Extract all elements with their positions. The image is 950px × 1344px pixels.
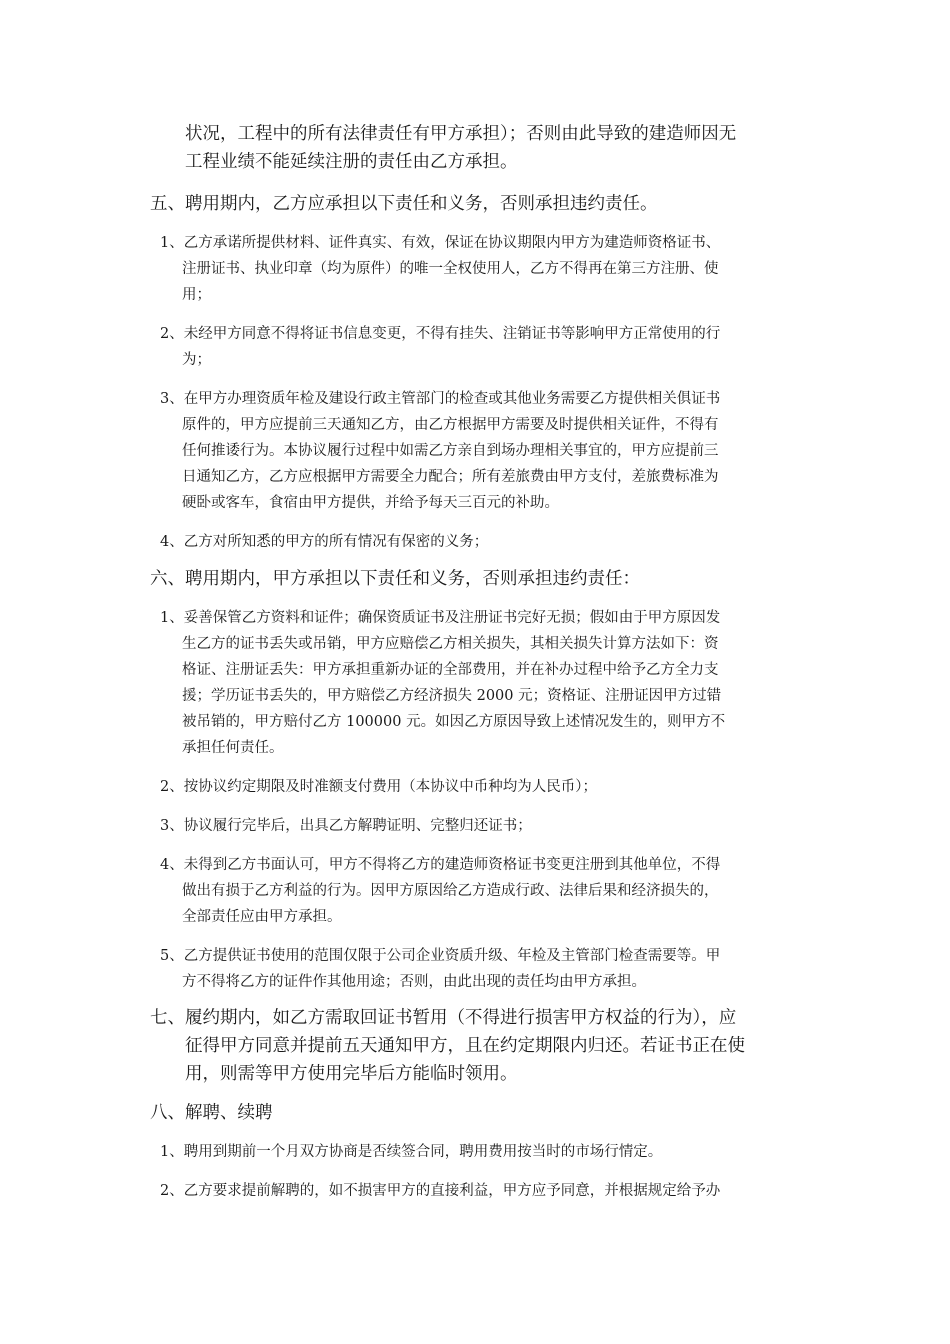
section-5-heading: 五、聘用期内，乙方应承担以下责任和义务，否则承担违约责任。 (150, 194, 658, 214)
text-line: 5、乙方提供证书使用的范围仅限于公司企业资质升级、年检及主管部门检查需要等。甲 (160, 948, 721, 964)
text-line: 用，则需等甲方使用完毕后方能临时领用。 (185, 1064, 518, 1084)
section-8-heading: 八、解聘、续聘 (150, 1103, 273, 1123)
text-line: 任何推诿行为。本协议履行过程中如需乙方亲自到场办理相关事宜的，甲方应提前三 (182, 443, 719, 459)
text-line: 1、聘用到期前一个月双方协商是否续签合同，聘用费用按当时的市场行情定。 (160, 1144, 663, 1160)
text-line: 注册证书、执业印章（均为原件）的唯一全权使用人，乙方不得再在第三方注册、使 (182, 261, 719, 277)
text-line: 3、协议履行完毕后，出具乙方解聘证明、完整归还证书； (160, 818, 532, 834)
text-line: 状况，工程中的所有法律责任有甲方承担）；否则由此导致的建造师因无 (185, 124, 737, 144)
text-line: 方不得将乙方的证件作其他用途；否则，由此出现的责任均由甲方承担。 (182, 974, 646, 990)
text-line: 2、未经甲方同意不得将证书信息变更，不得有挂失、注销证书等影响甲方正常使用的行 (160, 326, 721, 342)
text-line: 工程业绩不能延续注册的责任由乙方承担。 (185, 152, 518, 172)
text-line: 承担任何责任。 (182, 740, 284, 756)
text-line: 硬卧或客车，食宿由甲方提供，并给予每天三百元的补助。 (182, 495, 559, 511)
text-line: 被吊销的，甲方赔付乙方 100000 元。如因乙方原因导致上述情况发生的，则甲方不 (182, 714, 726, 730)
text-line: 4、未得到乙方书面认可，甲方不得将乙方的建造师资格证书变更注册到其他单位，不得 (160, 857, 721, 873)
text-line: 格证、注册证丢失：甲方承担重新办证的全部费用，并在补办过程中给予乙方全力支 (182, 662, 719, 678)
text-line: 原件的，甲方应提前三天通知乙方，由乙方根据甲方需要及时提供相关证件，不得有 (182, 417, 719, 433)
text-line: 做出有损于乙方利益的行为。因甲方原因给乙方造成行政、法律后果和经济损失的， (182, 883, 719, 899)
text-line: 2、乙方要求提前解聘的，如不损害甲方的直接利益，甲方应予同意，并根据规定给予办 (160, 1183, 721, 1199)
text-line: 4、乙方对所知悉的甲方的所有情况有保密的义务； (160, 534, 489, 550)
section-6-heading: 六、聘用期内，甲方承担以下责任和义务，否则承担违约责任： (150, 569, 640, 589)
text-line: 3、在甲方办理资质年检及建设行政主管部门的检查或其他业务需要乙方提供相关俱证书 (160, 391, 721, 407)
text-line: 用； (182, 287, 211, 303)
text-line: 1、乙方承诺所提供材料、证件真实、有效，保证在协议期限内甲方为建造师资格证书、 (160, 235, 721, 251)
text-line: 七、履约期内，如乙方需取回证书暂用（不得进行损害甲方权益的行为），应 (150, 1008, 737, 1028)
text-line: 日通知乙方，乙方应根据甲方需要全力配合；所有差旅费由甲方支付，差旅费标准为 (182, 469, 719, 485)
text-line: 援；学历证书丢失的，甲方赔偿乙方经济损失 2000 元；资格证、注册证因甲方过错 (182, 688, 722, 704)
continuation-paragraph (185, 120, 736, 176)
text-line: 为； (182, 352, 211, 368)
text-line: 2、按协议约定期限及时准额支付费用（本协议中币种均为人民币）； (160, 779, 597, 795)
text-line: 生乙方的证书丢失或吊销，甲方应赔偿乙方相关损失，其相关损失计算方法如下：资 (182, 636, 719, 652)
text-line: 征得甲方同意并提前五天通知甲方，且在约定期限内归还。若证书正在使 (185, 1036, 745, 1056)
text-line: 全部责任应由甲方承担。 (182, 909, 342, 925)
text-line: 1、妥善保管乙方资料和证件；确保资质证书及注册证书完好无损；假如由于甲方原因发 (160, 610, 721, 626)
